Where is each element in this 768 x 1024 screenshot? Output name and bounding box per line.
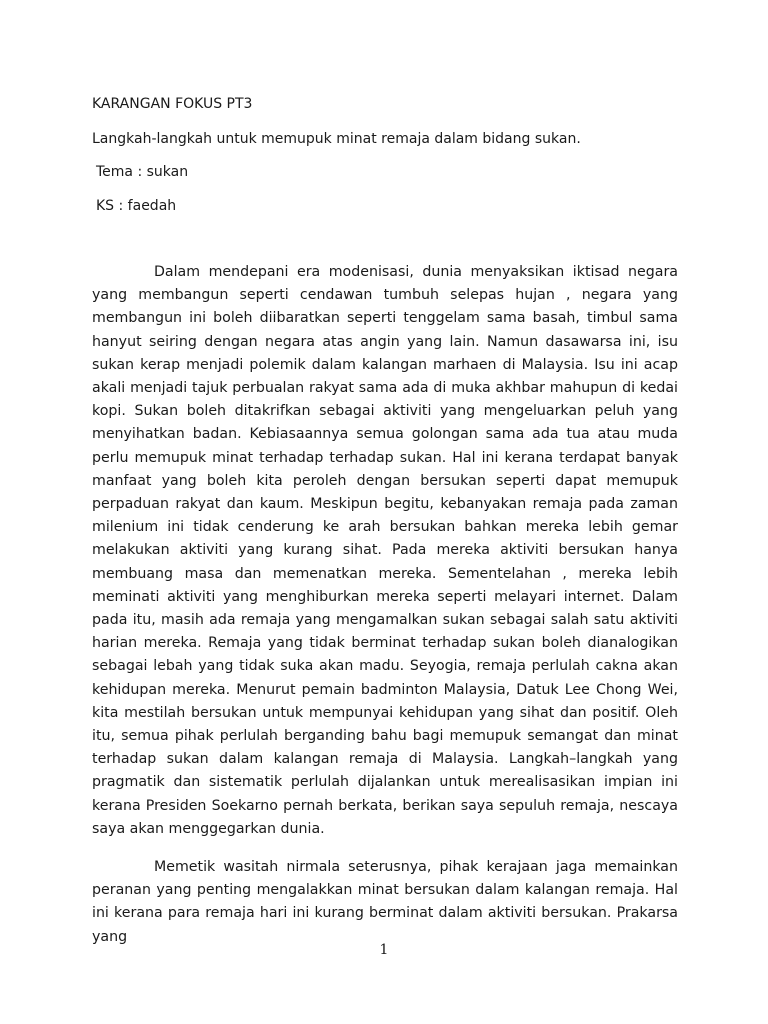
ks-line: KS : faedah — [96, 198, 177, 214]
document-title: KARANGAN FOKUS PT3 — [92, 96, 253, 112]
paragraph-isi-1: Memetik wasitah nirmala seterusnya, pihak kerajaan jaga memainkan peranan yang penting mengalakkan minat bersukan dalam kalangan remaja. Hal ini kerana para remaja hari ini kurang berminat dalam aktiviti bersukan. Prakarsa yang — [92, 859, 678, 945]
essay-question: Langkah-langkah untuk memupuk minat remaja dalam bidang sukan. — [92, 131, 581, 147]
tema-line: Tema : sukan — [96, 164, 189, 180]
paragraph-introduction: Dalam mendepani era modenisasi, dunia menyaksikan iktisad negara yang membangun seperti cendawan tumbuh selepas hujan , negara yang membangun ini boleh diibaratkan seperti tenggelam sama basah, timbul sama hanyut seiring dengan negara atas angin yang lain. Namun dasawarsa ini, isu sukan kerap menjadi polemik dalam kalangan marhaen di Malaysia. Isu ini acap akali menjadi tajuk perbualan rakyat sama ada di muka akhbar mahupun di kedai kopi. Sukan boleh ditakrifkan sebagai aktiviti yang mengeluarkan peluh yang menyihatkan badan. Kebiasaannya semua golongan sama ada tua atau muda perlu memupuk minat terhadap terhadap sukan. Hal ini kerana terdapat banyak manfaat yang boleh kita peroleh dengan bersukan seperti dapat memupuk perpaduan rakyat dan kaum. Meskipun begitu, kebanyakan remaja pada zaman milenium ini tidak cenderung ke arah bersukan bahkan mereka lebih gemar melakukan aktiviti yang kurang sihat. Pada mereka aktiviti bersukan hanya membuang masa dan memenatkan mereka. Sementelahan , mereka lebih meminati aktiviti yang menghiburkan mereka seperti melayari internet. Dalam pada itu, masih ada remaja yang mengamalkan sukan sebagai salah satu aktiviti harian mereka. Remaja yang tidak berminat terhadap sukan boleh dianalogikan sebagai lebah yang tidak suka akan madu. Seyogia, remaja perlulah cakna akan kehidupan mereka. Menurut pemain badminton Malaysia, Datuk Lee Chong Wei, kita mestilah bersukan untuk mempunyai kehidupan yang sihat dan positif. Oleh itu, semua pihak perlulah berganding bahu bagi memupuk semangat dan minat terhadap sukan dalam kalangan remaja di Malaysia. Langkah–langkah yang pragmatik dan sistematik perlulah dijalankan untuk merealisasikan impian ini kerana Presiden Soekarno pernah berkata, berikan saya sepuluh remaja, nescaya saya akan menggegarkan dunia. — [92, 264, 678, 837]
page-number: 1 — [379, 942, 389, 958]
